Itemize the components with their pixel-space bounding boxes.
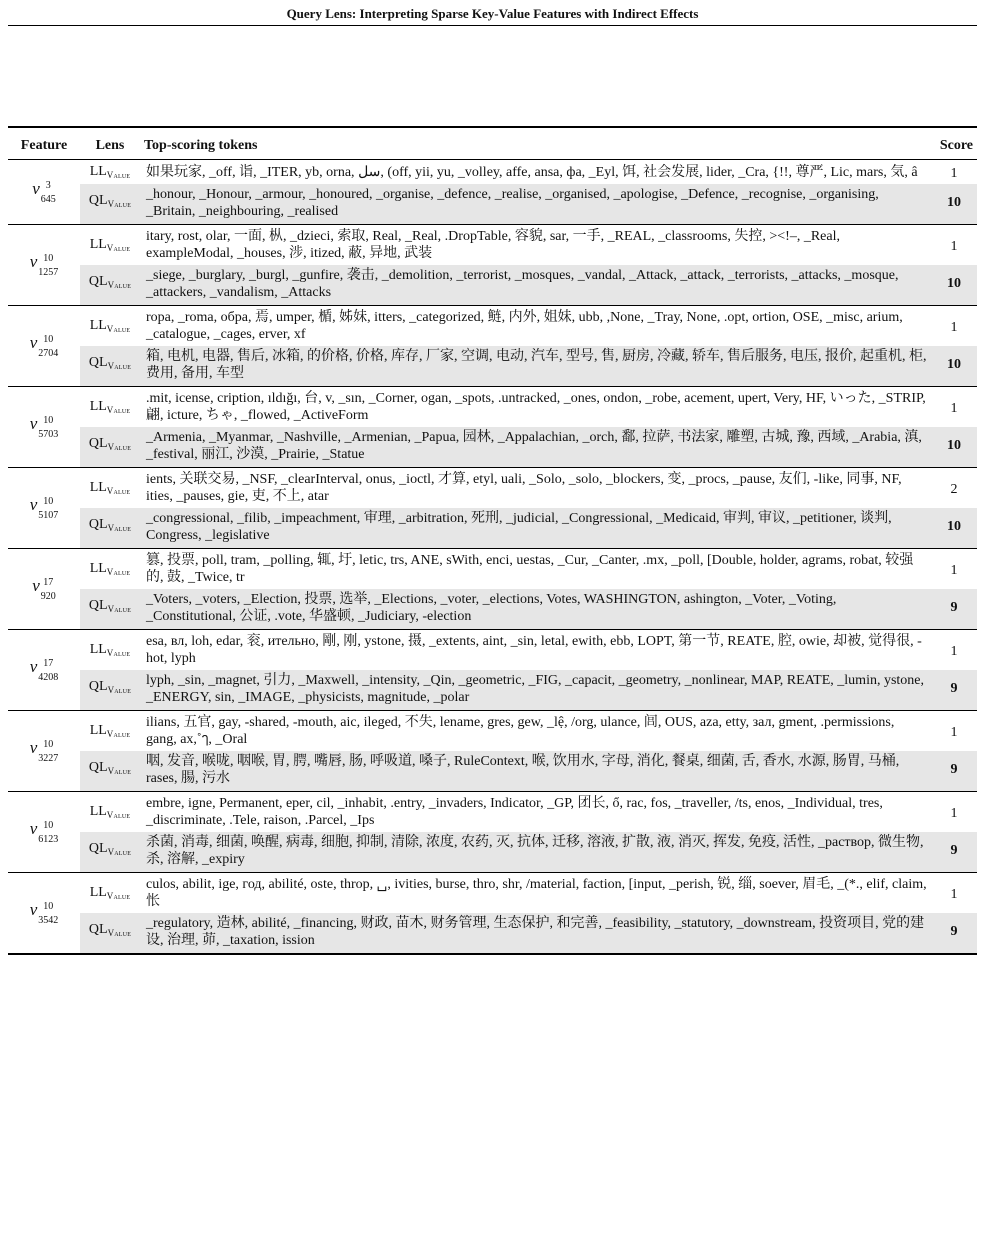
header-lens: Lens — [80, 127, 140, 160]
lens-ll — [80, 873, 140, 914]
ql-score: 9 — [931, 913, 977, 954]
feature-symbol — [30, 334, 59, 361]
feature-base: v — [29, 332, 38, 352]
lens-ll-name: LL — [89, 642, 107, 657]
ql-tokens: 咽, 发音, 喉咙, 咽喉, 胃, 腭, 嘴唇, 肠, 呼吸道, 嗓子, RuleContext, 喉, 饮用水, 字母, 消化, 餐桌, 细菌, 舌, 香水, 水源, 肠胃, 马桶, rases, 腸, 污水 — [140, 751, 931, 792]
feature-index: 5703 — [38, 428, 59, 440]
lens-ll-sub: Value — [106, 810, 131, 820]
feature-base: v — [29, 251, 38, 271]
lens-ql — [80, 265, 140, 306]
feature-layer: 3 — [45, 179, 51, 191]
ql-score: 9 — [931, 832, 977, 873]
ll-tokens: 篡, 投票, poll, tram, _polling, 辄, 圩, letic, trs, ANE, sWith, enci, uestas, _Cur, _Canter, .mx, _poll, [Double, holder, agrams, robat, 较强的, 鼓, _Twice, tr — [146, 553, 914, 585]
lens-ll — [80, 225, 140, 266]
lens-ll-name: LL — [89, 885, 107, 900]
feature-base: v — [29, 413, 38, 433]
header-feature: Feature — [8, 127, 80, 160]
lens-ll-name: LL — [89, 318, 107, 333]
lens-ll — [80, 792, 140, 833]
feature-layer: 10 — [43, 900, 54, 912]
feature-index: 5107 — [38, 509, 59, 521]
feature-layer: 17 — [43, 657, 54, 669]
lens-ql-name: QL — [88, 516, 108, 532]
lens-ql — [80, 346, 140, 387]
lens-ql — [80, 427, 140, 468]
lens-ql-name: QL — [88, 921, 108, 937]
lens-ll-name: LL — [89, 804, 107, 819]
table-row-ql — [8, 508, 977, 549]
lens-ll-name: LL — [89, 237, 107, 252]
ql-tokens: _Voters, _voters, _Election, 投票, 选举, _Elections, _voter, _elections, Votes, WASHINGTON, ashington, _Voter, _Voting, _Constitutional, 公证, .vote, 华盛顿, _Judiciary, -election — [140, 589, 931, 630]
lens-ll-name: LL — [89, 723, 107, 738]
table-row-ll — [8, 387, 977, 428]
ql-tokens: lyph, _sin, _magnet, 引力, _Maxwell, _intensity, _Qin, _geometric, _FIG, _capacit, _geometry, _nonlinear, MAP, REATE, _lumin, ystone, _ENERGY, sin, _IMAGE, _physicists, magnitude, _polar — [140, 670, 931, 711]
ll-tokens: .mit, icense, cription, ıldığı, 台, v, _sın, _Corner, ogan, _spots, .untracked, _ones, ondon, _robe, acement, upert, Very, HF, いった, _STRIP, 翩, icture, ちゃ, _flowed, _ActiveForm — [146, 391, 926, 423]
feature-group-8 — [8, 792, 977, 873]
lens-ql-sub: Value — [107, 846, 132, 857]
ql-score: 9 — [931, 670, 977, 711]
feature-symbol — [32, 577, 56, 604]
lens-ql-name: QL — [88, 759, 108, 775]
lens-ll-name: LL — [89, 480, 107, 495]
feature-layer: 10 — [43, 333, 54, 345]
ll-tokens: ropa, _roma, обра, 焉, umper, 楯, 姊妹, itters, _categorized, 鲢, 内外, 姐妹, ubb, ,None, _Tray, None, .opt, ortion, OSE, _misc, arium, _catalogue, _cages, erver, xf — [146, 310, 903, 342]
table-row-ql — [8, 832, 977, 873]
feature-group-6 — [8, 630, 977, 711]
table-row-ql — [8, 346, 977, 387]
table-header — [8, 127, 977, 160]
feature-group-4 — [8, 468, 977, 549]
feature-base: v — [29, 818, 38, 838]
ll-score: 1 — [950, 643, 958, 659]
lens-ll — [80, 711, 140, 752]
feature-cell — [8, 711, 80, 792]
feature-base: v — [29, 899, 38, 919]
ll-score: 1 — [950, 562, 958, 578]
feature-base: v — [29, 656, 38, 676]
ll-tokens: 如果玩家, _off, 诣, _ITER, yb, orna, سل, (off, yii, yu, _volley, affe, ansa, фа, _Eyl, 饵, 社会发展, lider, _Cra, {!!, 尊严, Lic, mars, 気, â — [146, 164, 918, 180]
lens-ql-sub: Value — [107, 684, 132, 695]
feature-symbol — [30, 496, 59, 523]
lens-ll-name: LL — [89, 561, 107, 576]
ql-tokens: 杀菌, 消毒, 细菌, 唤醒, 病毒, 细胞, 抑制, 清除, 浓度, 农药, 灭, 抗体, 迁移, 溶液, 扩散, 液, 消灭, 挥发, 免疫, 活性, _раствор, 微生物, 杀, 溶解, _expiry — [140, 832, 931, 873]
lens-ql-sub: Value — [107, 441, 132, 452]
lens-ll — [80, 549, 140, 590]
lens-ll — [80, 630, 140, 671]
table-row-ll — [8, 630, 977, 671]
lens-ll-sub: Value — [106, 729, 131, 739]
table-row-ll — [8, 549, 977, 590]
lens-ll-sub: Value — [106, 243, 131, 253]
feature-symbol — [30, 739, 59, 766]
feature-cell — [8, 468, 80, 549]
feature-group-1 — [8, 225, 977, 306]
ll-score: 1 — [950, 165, 958, 181]
feature-group-3 — [8, 387, 977, 468]
lens-ql-name: QL — [88, 840, 108, 856]
lens-ll-sub: Value — [106, 405, 131, 415]
feature-index: 1257 — [38, 266, 59, 278]
feature-base: v — [32, 178, 40, 198]
header-tokens: Top-scoring tokens — [140, 127, 931, 160]
ll-tokens: ients, 关联交易, _NSF, _clearInterval, onus, _ioctl, 才算, etyl, uali, _Solo, _solo, _blockers, 变, _procs, _pause, 友们, -like, 同事, NF, ities, _pauses, gie, 吏, 不上, atar — [146, 472, 902, 504]
top-tokens-table — [8, 126, 977, 955]
table-row-ql — [8, 265, 977, 306]
feature-cell — [8, 387, 80, 468]
ll-tokens: culos, abilit, ige, год, abilité, oste, throp, ␣, ivities, burse, thro, shr, /material, faction, [input, _perish, 锐, 缁, soever, 眉毛, _(*., elif, claim, 怅 — [146, 877, 927, 909]
lens-ll — [80, 306, 140, 347]
lens-ll-sub: Value — [106, 170, 131, 180]
feature-layer: 10 — [43, 495, 54, 507]
feature-cell — [8, 549, 80, 630]
feature-symbol — [30, 820, 59, 847]
lens-ql-name: QL — [88, 597, 108, 613]
feature-layer: 10 — [43, 414, 54, 426]
ll-score: 1 — [950, 805, 958, 821]
table-row-ql — [8, 670, 977, 711]
ql-score: 10 — [931, 184, 977, 225]
lens-ll-sub: Value — [106, 486, 131, 496]
ll-tokens: ilians, 五官, gay, -shared, -mouth, aic, ileged, 不失, lename, gres, gew, _lệ, /org, ulance, 闾, OUS, aza, etty, зал, gment, .permissions, gang, ах,˚ๅ, _Oral — [146, 715, 895, 747]
feature-group-7 — [8, 711, 977, 792]
ql-tokens: _regulatory, 造林, abilité, _financing, 财政, 苗木, 财务管理, 生态保护, 和完善, _feasibility, _statutory, _downstream, 投资项目, 党的建设, 治理, 茆, _taxation, ission — [140, 913, 931, 954]
lens-ql-sub: Value — [107, 198, 132, 209]
ql-tokens: _Armenia, _Myanmar, _Nashville, _Armenian, _Papua, 园林, _Appalachian, _orch, 鄱, 拉萨, 书法家, 雕塑, 古城, 豫, 西域, _Arabia, 滇, _festival, 丽江, 沙漠, _Prairie, _Statue — [140, 427, 931, 468]
ll-score: 1 — [950, 238, 958, 254]
header-row — [8, 127, 977, 160]
table-row-ql — [8, 589, 977, 630]
lens-ql-name: QL — [88, 273, 108, 289]
lens-ql-sub: Value — [107, 360, 132, 371]
lens-ql — [80, 184, 140, 225]
ql-score: 10 — [931, 346, 977, 387]
lens-ql-sub: Value — [107, 279, 132, 290]
feature-index: 920 — [40, 590, 56, 602]
lens-ql-sub: Value — [107, 522, 132, 533]
table-row-ql — [8, 913, 977, 954]
table-row-ql — [8, 427, 977, 468]
feature-symbol — [30, 415, 59, 442]
feature-base: v — [29, 737, 38, 757]
lens-ll-sub: Value — [106, 648, 131, 658]
lens-ll-sub: Value — [106, 567, 131, 577]
feature-index: 645 — [40, 193, 56, 205]
ql-score: 9 — [931, 751, 977, 792]
lens-ql — [80, 508, 140, 549]
lens-ll-name: LL — [89, 399, 107, 414]
table-row-ql — [8, 184, 977, 225]
lens-ll — [80, 160, 140, 185]
lens-ql — [80, 751, 140, 792]
table-row-ll — [8, 225, 977, 266]
feature-symbol — [30, 901, 59, 928]
lens-ql — [80, 832, 140, 873]
ql-score: 10 — [931, 265, 977, 306]
lens-ql — [80, 670, 140, 711]
feature-index: 3227 — [38, 752, 59, 764]
feature-base: v — [29, 494, 38, 514]
ql-score: 10 — [931, 508, 977, 549]
feature-index: 6123 — [38, 833, 59, 845]
ll-tokens: itary, rost, olar, 一面, 枞, _dzieci, 索取, Real, _Real, .DropTable, 容貌, sar, 一手, _REAL, _classrooms, 失控, ><!–, _Real, exampleModal, _houses, 涉, itized, 蔽, 异地, 武装 — [146, 229, 840, 261]
running-head: Query Lens: Interpreting Sparse Key-Value Features with Indirect Effects — [8, 6, 977, 26]
ql-tokens: _congressional, _filib, _impeachment, 审理, _arbitration, 死刑, _judicial, _Congressional, _Medicaid, 审判, 审议, _petitioner, 谈判, Congress, _legislative — [140, 508, 931, 549]
lens-ql — [80, 589, 140, 630]
lens-ql-name: QL — [88, 435, 108, 451]
feature-cell — [8, 306, 80, 387]
ql-score: 9 — [931, 589, 977, 630]
ll-score: 2 — [950, 481, 958, 497]
feature-cell — [8, 873, 80, 955]
lens-ll-name: LL — [89, 164, 107, 179]
feature-cell — [8, 160, 80, 225]
feature-index: 2704 — [38, 347, 59, 359]
ql-score: 10 — [931, 427, 977, 468]
ll-score: 1 — [950, 724, 958, 740]
ql-tokens: 箱, 电机, 电器, 售后, 冰箱, 的价格, 价格, 库存, 厂家, 空调, 电动, 汽车, 型号, 售, 厨房, 冷藏, 轿车, 售后服务, 电压, 报价, 起重机, 柜, 费用, 备用, 车型 — [140, 346, 931, 387]
ll-score: 1 — [950, 886, 958, 902]
table-row-ll — [8, 711, 977, 752]
lens-ql — [80, 913, 140, 954]
feature-layer: 10 — [43, 819, 54, 831]
lens-ql-name: QL — [88, 678, 108, 694]
lens-ll-sub: Value — [106, 324, 131, 334]
table-row-ll — [8, 792, 977, 833]
lens-ll — [80, 387, 140, 428]
ll-tokens: embre, igne, Permanent, eper, cil, _inhabit, .entry, _invaders, Indicator, _GP, 团长, ổ, rac, fos, _traveller, /ts, enos, _Individual, tres, _discriminate, .Tele, raison, .Parcel, _Ips — [146, 796, 883, 828]
ll-score: 1 — [950, 400, 958, 416]
feature-base: v — [32, 575, 40, 595]
feature-symbol — [32, 180, 56, 207]
lens-ql-sub: Value — [107, 765, 132, 776]
ql-tokens: _honour, _Honour, _armour, _honoured, _organise, _defence, _realise, _organised, _apologise, _Defence, _recognise, _organising, _Britain, _neighbouring, _realised — [140, 184, 931, 225]
feature-cell — [8, 630, 80, 711]
lens-ql-sub: Value — [107, 927, 132, 938]
feature-group-9 — [8, 873, 977, 955]
lens-ll-sub: Value — [106, 891, 131, 901]
lens-ql-sub: Value — [107, 603, 132, 614]
header-score: Score — [931, 127, 977, 160]
feature-layer: 17 — [43, 576, 54, 588]
feature-index: 4208 — [38, 671, 59, 683]
feature-layer: 10 — [43, 738, 54, 750]
lens-ll — [80, 468, 140, 509]
feature-layer: 10 — [43, 252, 54, 264]
ll-score: 1 — [950, 319, 958, 335]
table-row-ll — [8, 160, 977, 185]
table-row-ll — [8, 873, 977, 914]
feature-group-2 — [8, 306, 977, 387]
feature-symbol — [30, 253, 59, 280]
ll-tokens: esa, вл, loh, edar, 衮, ительно, 剛, 刚, ystone, 摄, _extents, aint, _sin, letal, ewith, ebb, LOPT, 第一节, REATE, 腔, owie, 却被, 觉得很, -hot, lyph — [146, 634, 922, 666]
feature-cell — [8, 225, 80, 306]
feature-index: 3542 — [38, 914, 59, 926]
table-row-ll — [8, 306, 977, 347]
feature-cell — [8, 792, 80, 873]
table-row-ql — [8, 751, 977, 792]
feature-group-5 — [8, 549, 977, 630]
feature-group-0 — [8, 160, 977, 225]
table-row-ll — [8, 468, 977, 509]
lens-ql-name: QL — [88, 354, 108, 370]
feature-symbol — [30, 658, 59, 685]
ql-tokens: _siege, _burglary, _burgl, _gunfire, 袭击, _demolition, _terrorist, _mosques, _vandal, _Attack, _attack, _terrorists, _attacks, _mosque, _attackers, _vandalism, _Attacks — [140, 265, 931, 306]
lens-ql-name: QL — [88, 192, 108, 208]
